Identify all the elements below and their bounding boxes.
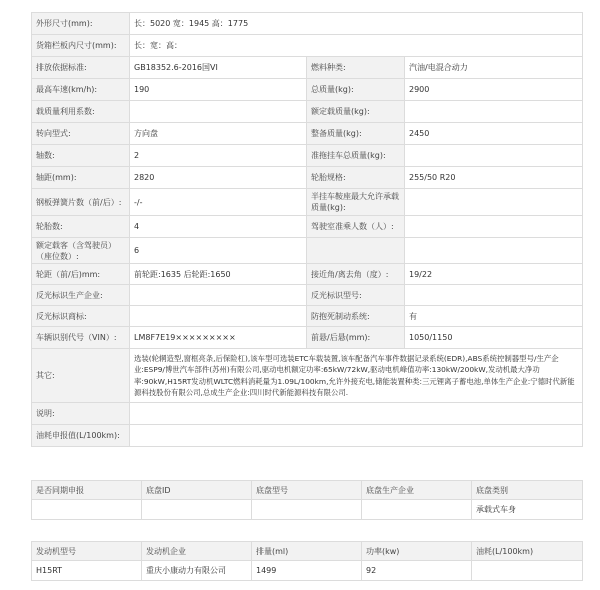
leaf-spring-value: -/- <box>130 189 307 216</box>
cargo-box-label: 货箱栏板内尺寸(mm): <box>32 35 130 57</box>
engine-header-row <box>32 542 583 561</box>
chassis-same-period-cell <box>32 500 142 520</box>
chassis-data-row <box>32 500 583 520</box>
empty-value <box>405 238 583 264</box>
chassis-model-cell <box>252 500 362 520</box>
fuel-type-value: 汽油/电混合动力 <box>405 57 583 79</box>
description-label: 说明: <box>32 403 130 425</box>
load-factor-label: 载质量利用系数: <box>32 101 130 123</box>
engine-col-displacement: 排量(ml) <box>252 542 362 561</box>
abs-label: 防抱死制动系统: <box>307 306 405 327</box>
description-value <box>130 403 583 425</box>
engine-power-cell: 92 <box>362 561 472 581</box>
max-speed-value: 190 <box>130 79 307 101</box>
seating-value: 6 <box>130 238 307 264</box>
tire-count-value: 4 <box>130 216 307 238</box>
seating-label: 额定载客（含驾驶员）（座位数）: <box>32 238 130 264</box>
saddle-load-label: 半挂车鞍座最大允许承载质量(kg): <box>307 189 405 216</box>
chassis-col-category: 底盘类别 <box>472 481 583 500</box>
approach-departure-label: 接近角/离去角（度）: <box>307 264 405 285</box>
tire-spec-label: 轮胎规格: <box>307 167 405 189</box>
engine-data-row <box>32 561 583 581</box>
axle-count-value: 2 <box>130 145 307 167</box>
spec-row <box>32 57 583 79</box>
curb-mass-label: 整备质量(kg): <box>307 123 405 145</box>
empty-label <box>307 238 405 264</box>
rated-load-value <box>405 101 583 123</box>
curb-mass-value: 2450 <box>405 123 583 145</box>
other-label: 其它: <box>32 349 130 403</box>
engine-table <box>31 541 583 581</box>
wheelbase-value: 2820 <box>130 167 307 189</box>
dimensions-label: 外形尺寸(mm): <box>32 13 130 35</box>
track-width-label: 轮距（前/后)mm: <box>32 264 130 285</box>
engine-col-maker: 发动机企业 <box>142 542 252 561</box>
steering-label: 转向型式: <box>32 123 130 145</box>
engine-fuel-cell <box>472 561 583 581</box>
spec-row-fuel-declared <box>32 425 583 447</box>
fuel-type-label: 燃料种类: <box>307 57 405 79</box>
chassis-header-row <box>32 481 583 500</box>
spec-row <box>32 145 583 167</box>
emission-standard-label: 排放依据标准: <box>32 57 130 79</box>
leaf-spring-label: 钢板弹簧片数（前/后）: <box>32 189 130 216</box>
spec-row <box>32 101 583 123</box>
spec-row <box>32 306 583 327</box>
spec-row <box>32 264 583 285</box>
trailer-mass-value <box>405 145 583 167</box>
spec-row <box>32 327 583 349</box>
cargo-box-value: 长：宽：高： <box>130 35 583 57</box>
wheelbase-label: 轴距(mm): <box>32 167 130 189</box>
spec-row <box>32 123 583 145</box>
tire-spec-value: 255/50 R20 <box>405 167 583 189</box>
engine-col-fuel: 油耗(L/100km) <box>472 542 583 561</box>
reflector-maker-value <box>130 285 307 306</box>
vin-label: 车辆识别代号（VIN）: <box>32 327 130 349</box>
chassis-maker-cell <box>362 500 472 520</box>
abs-value: 有 <box>405 306 583 327</box>
axle-count-label: 轴数: <box>32 145 130 167</box>
reflector-maker-label: 反光标识生产企业: <box>32 285 130 306</box>
chassis-col-same-period: 是否同期申报 <box>32 481 142 500</box>
engine-col-model: 发动机型号 <box>32 542 142 561</box>
cab-passengers-label: 驾驶室准乘人数（人）: <box>307 216 405 238</box>
chassis-col-model: 底盘型号 <box>252 481 362 500</box>
reflector-model-label: 反光标识型号: <box>307 285 405 306</box>
engine-displacement-cell: 1499 <box>252 561 362 581</box>
steering-value: 方向盘 <box>130 123 307 145</box>
tire-count-label: 轮胎数: <box>32 216 130 238</box>
chassis-col-id: 底盘ID <box>142 481 252 500</box>
dimensions-value: 长：5020 宽：1945 高：1775 <box>130 13 583 35</box>
reflector-brand-label: 反光标识商标: <box>32 306 130 327</box>
spec-row <box>32 285 583 306</box>
reflector-model-value <box>405 285 583 306</box>
spec-row-other <box>32 349 583 403</box>
spec-rows <box>32 13 583 447</box>
spec-row <box>32 238 583 264</box>
vin-value: LM8F7E19××××××××× <box>130 327 307 349</box>
engine-col-power: 功率(kw) <box>362 542 472 561</box>
trailer-mass-label: 准拖挂车总质量(kg): <box>307 145 405 167</box>
saddle-load-value <box>405 189 583 216</box>
gross-mass-value: 2900 <box>405 79 583 101</box>
max-speed-label: 最高车速(km/h): <box>32 79 130 101</box>
approach-departure-value: 19/22 <box>405 264 583 285</box>
chassis-category-cell: 承载式车身 <box>472 500 583 520</box>
spec-row-description <box>32 403 583 425</box>
overhang-value: 1050/1150 <box>405 327 583 349</box>
reflector-brand-value <box>130 306 307 327</box>
spec-row <box>32 167 583 189</box>
spec-row-dimensions <box>32 13 583 35</box>
other-value: 选装(轮辋造型,窗框亮条,后保险杠),该车型可选装ETC车载装置,该车配备汽车事件数据记录系统(EDR),ABS系统控制器型号/生产企业:ESP9/博世汽车部件(苏州)有限公司,驱动电机额定功率:65kW/72kW,驱动电机峰值功率:130kW/200kW,发动机最大净功率:90kW,H15RT发动机WLTC燃料消耗量为1.09L/100km,允许外接充电,储能装置种类:三元锂离子蓄电池,单体生产企业:宁德时代新能源科技股份有限公司,总成生产企业:四川时代新能源科技有限公司. <box>130 349 583 403</box>
spec-row <box>32 79 583 101</box>
vehicle-spec-table <box>31 12 583 447</box>
chassis-id-cell <box>142 500 252 520</box>
emission-standard-value: GB18352.6-2016国VI <box>130 57 307 79</box>
engine-maker-cell: 重庆小康动力有限公司 <box>142 561 252 581</box>
fuel-declared-label: 油耗申报值(L/100km): <box>32 425 130 447</box>
chassis-col-maker: 底盘生产企业 <box>362 481 472 500</box>
cab-passengers-value <box>405 216 583 238</box>
gross-mass-label: 总质量(kg): <box>307 79 405 101</box>
track-width-value: 前轮距:1635 后轮距:1650 <box>130 264 307 285</box>
engine-model-cell: H15RT <box>32 561 142 581</box>
spec-row <box>32 189 583 216</box>
fuel-declared-value <box>130 425 583 447</box>
overhang-label: 前悬/后悬(mm): <box>307 327 405 349</box>
spec-row-cargo-box <box>32 35 583 57</box>
load-factor-value <box>130 101 307 123</box>
spec-row <box>32 216 583 238</box>
chassis-table <box>31 480 583 520</box>
rated-load-label: 额定载质量(kg): <box>307 101 405 123</box>
